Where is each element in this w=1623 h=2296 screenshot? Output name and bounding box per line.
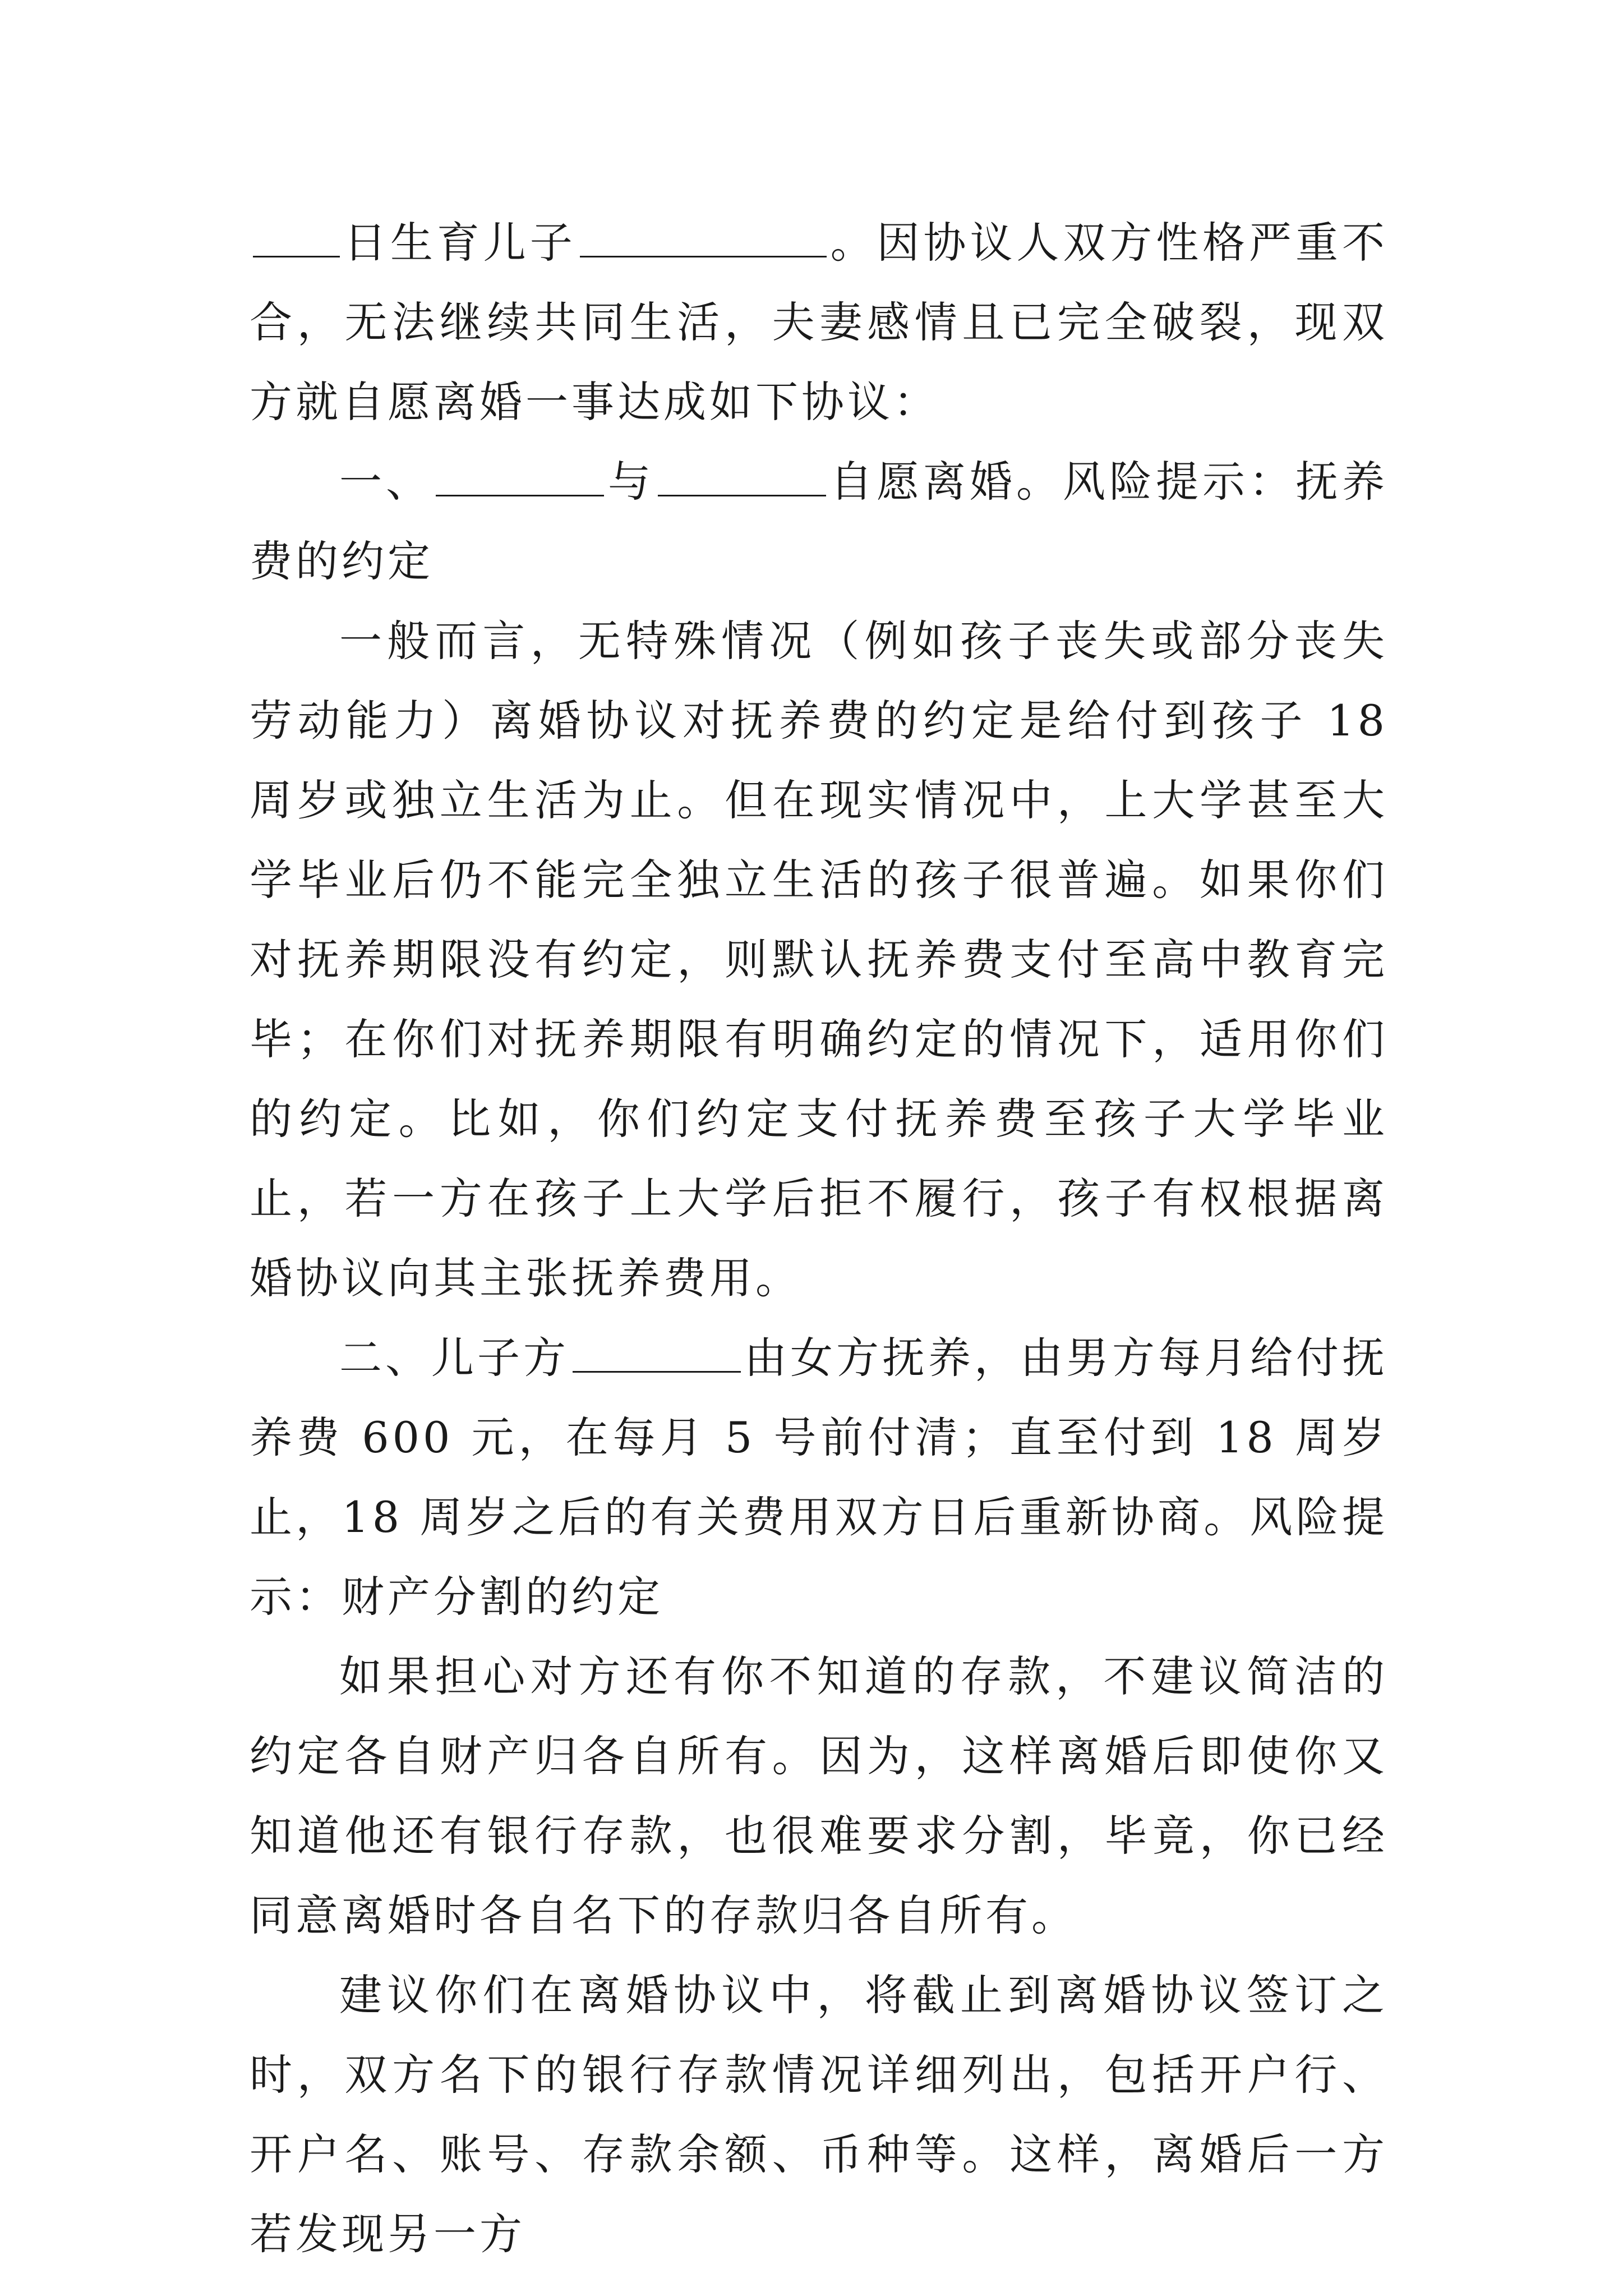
paragraph-1-text-a: 日生育儿子 (343, 218, 577, 268)
paragraph-5: 如果担心对方还有你不知道的存款，不建议简洁的约定各自财产归各自所有。因为，这样离婚后即使你又知道他还有银行存款，也很难要求分割，毕竟，你已经同意离婚时各自名下的存款归各自所有。 (250, 1651, 1388, 1940)
blank-line (436, 455, 604, 496)
paragraph-4-text-b: 由女方抚养，由男方每月给付抚养费 600 元，在每月 5 号前付清；直至付到 18 周岁止，18 周岁之后的有关费用双方日后重新协商。风险提示：财产分割的约定 (250, 1333, 1388, 1622)
paragraph-2 (250, 442, 1388, 601)
blank-line (658, 455, 826, 496)
paragraph-2-text-a: 一、 (339, 457, 432, 507)
paragraph-6: 建议你们在离婚协议中，将截止到离婚协议签订之时，双方名下的银行存款情况详细列出，包括开户行、开户名、账号、存款余额、币种等。这样，离婚后一方若发现另一方 (250, 1970, 1388, 2259)
paragraph-1-text-b: 。因协议人双方性格严重不合，无法继续共同生活，夫妻感情且已完全破裂，现双方就自愿离婚一事达成如下协议： (250, 218, 1389, 427)
blank-line (573, 1332, 741, 1373)
paragraph-4 (250, 1318, 1388, 1637)
paragraph-2-text-b: 与 (607, 457, 654, 507)
document-body (250, 203, 1388, 2274)
blank-line (253, 217, 340, 257)
paragraph-1 (250, 203, 1388, 442)
blank-line (580, 217, 827, 257)
paragraph-2-text-c: 自愿离婚。风险提示：抚养费的约定 (250, 457, 1388, 586)
paragraph-3: 一般而言，无特殊情况（例如孩子丧失或部分丧失劳动能力）离婚协议对抚养费的约定是给付到孩子 18 周岁或独立生活为止。但在现实情况中，上大学甚至大学毕业后仍不能完全独立生活的孩子很普遍。如果你们对抚养期限没有约定，则默认抚养费支付至高中教育完毕；在你们对抚养期限有明确约定的情况下，适用你们的约定。比如，你们约定支付抚养费至孩子大学毕业止，若一方在孩子上大学后拒不履行，孩子有权根据离婚协议向其主张抚养费用。 (250, 616, 1388, 1303)
paragraph-4-text-a: 二、儿子方 (339, 1333, 569, 1383)
